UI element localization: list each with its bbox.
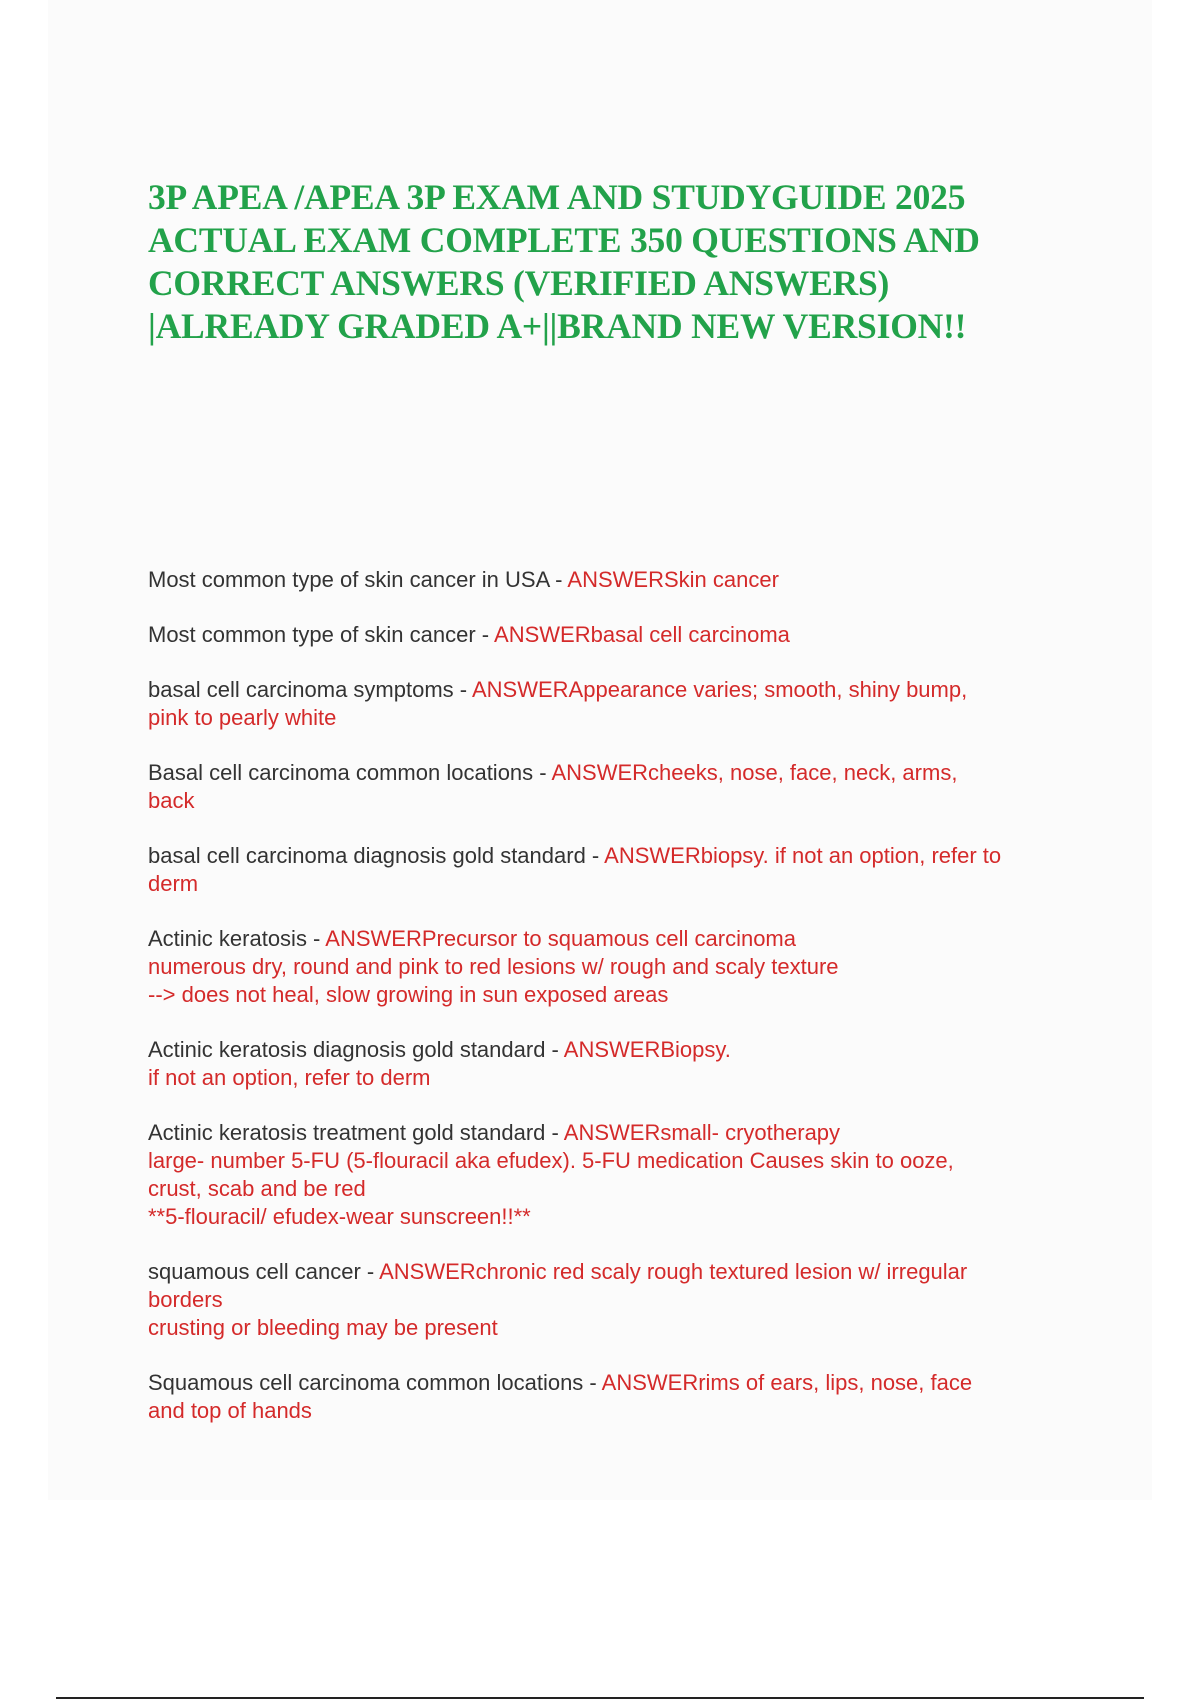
- answer-continuation: if not an option, refer to derm: [148, 1065, 431, 1090]
- qa-item: [148, 842, 1088, 898]
- answer-text: ANSWERchronic red scaly rough textured lesion w/ irregular: [379, 1259, 968, 1284]
- question-text: Basal cell carcinoma common locations -: [148, 760, 552, 785]
- answer-text: ANSWERBiopsy.: [563, 1037, 731, 1062]
- question-text: Most common type of skin cancer in USA -: [148, 567, 568, 592]
- title-line: |ALREADY GRADED A+||BRAND NEW VERSION!!: [148, 306, 967, 346]
- qa-item: [148, 1036, 1088, 1092]
- qa-item: [148, 1369, 1088, 1425]
- answer-continuation: back: [148, 788, 195, 813]
- question-text: basal cell carcinoma symptoms -: [148, 677, 472, 702]
- qa-item: [148, 1258, 1088, 1342]
- footer-rule: [56, 1697, 1144, 1699]
- answer-text: ANSWERcheeks, nose, face, neck, arms,: [551, 760, 958, 785]
- question-text: squamous cell cancer -: [148, 1259, 380, 1284]
- answer-continuation: numerous dry, round and pink to red lesions w/ rough and scaly texture: [148, 954, 839, 979]
- answer-text: ANSWERbiopsy. if not an option, refer to: [604, 843, 1002, 868]
- qa-item: [148, 621, 1088, 649]
- answer-text: ANSWERAppearance varies; smooth, shiny bump,: [472, 677, 968, 702]
- answer-text: ANSWERsmall- cryotherapy: [563, 1120, 841, 1145]
- title-line: ACTUAL EXAM COMPLETE 350 QUESTIONS AND: [148, 220, 980, 260]
- qa-item: [148, 759, 1088, 815]
- answer-text: ANSWERPrecursor to squamous cell carcinoma: [325, 926, 796, 951]
- qa-list: [148, 566, 1088, 1452]
- answer-continuation: large- number 5-FU (5-flouracil aka efudex). 5-FU medication Causes skin to ooze,: [148, 1148, 954, 1173]
- qa-item: [148, 925, 1088, 1009]
- qa-item: [148, 676, 1088, 732]
- question-text: Squamous cell carcinoma common locations -: [148, 1370, 602, 1395]
- qa-item: [148, 1119, 1088, 1231]
- answer-text: ANSWERSkin cancer: [567, 567, 779, 592]
- answer-continuation: --> does not heal, slow growing in sun exposed areas: [148, 982, 669, 1007]
- question-text: Actinic keratosis diagnosis gold standard -: [148, 1037, 564, 1062]
- question-text: Actinic keratosis treatment gold standard -: [148, 1120, 564, 1145]
- answer-continuation: **5-flouracil/ efudex-wear sunscreen!!**: [148, 1204, 531, 1229]
- answer-text: ANSWERbasal cell carcinoma: [494, 622, 790, 647]
- document-title: [148, 176, 1048, 348]
- answer-continuation: crusting or bleeding may be present: [148, 1315, 498, 1340]
- question-text: Most common type of skin cancer -: [148, 622, 495, 647]
- question-text: Actinic keratosis -: [148, 926, 326, 951]
- answer-continuation: borders: [148, 1287, 223, 1312]
- answer-continuation: pink to pearly white: [148, 705, 337, 730]
- answer-text: ANSWERrims of ears, lips, nose, face: [601, 1370, 973, 1395]
- title-line: 3P APEA /APEA 3P EXAM AND STUDYGUIDE 2025: [148, 177, 966, 217]
- qa-item: [148, 566, 1088, 594]
- answer-continuation: derm: [148, 871, 199, 896]
- answer-continuation: crust, scab and be red: [148, 1176, 366, 1201]
- answer-continuation: and top of hands: [148, 1398, 312, 1423]
- title-line: CORRECT ANSWERS (VERIFIED ANSWERS): [148, 263, 890, 303]
- question-text: basal cell carcinoma diagnosis gold standard -: [148, 843, 605, 868]
